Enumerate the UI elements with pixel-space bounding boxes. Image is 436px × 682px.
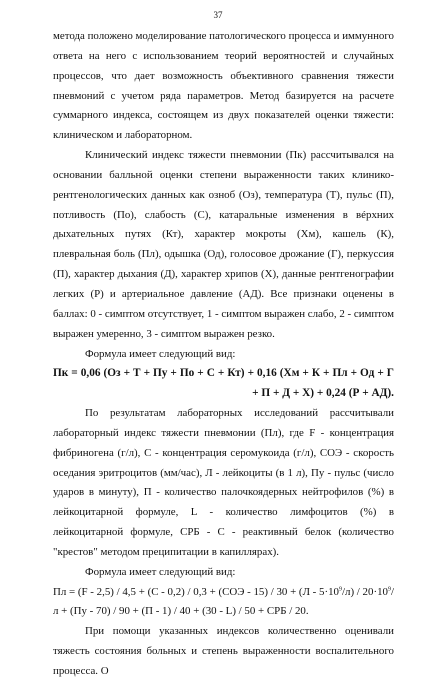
- body-text: [53, 27, 394, 682]
- formula-exponent-1: 9: [339, 586, 342, 592]
- formula-part-2: /л) / 20·10: [342, 585, 388, 598]
- formula-label-clinical: Формула имеет следующий вид:: [85, 347, 236, 360]
- formula-exponent-2: 9: [387, 586, 391, 592]
- formula-part-1: Пл = (F - 2,5) / 4,5 + (С - 0,2) / 0,3 + (СОЭ - 15) / 30 + (Л - 5·10: [53, 585, 339, 598]
- formula-part-3: /л + (Пу - 70) / 90 + (П - 1) / 40 + (30 - L) / 50 + СРБ / 20.: [53, 585, 395, 618]
- paragraph-clinical-index: Клинический индекс тяжести пневмонии (Пк) рассчитывался на основании балльной оценки степени выраженности таких клинико-рентгенологических данных как озноб (Оз), температура (Т), пульс (П), потливость (По), слабость (С), катаральные изменения в вéрхних дыхательных путях (Кт), характер мокроты (Хм), кашель (К), плевральная боль (Пл), одышка (Од), голосовое дрожание (Г), перкуссия (П), характер дыхания (Д), характер хрипов (Х), данные рентгенографии легких (Р) и артериальное давление (АД). Все признаки оценены в баллах: 0 - симптом отсутствует, 1 - симптом выражен слабо, 2 - симптом выражен умеренно, 3 - симптом выражен резко.: [53, 149, 394, 340]
- paragraph-laboratory-index: По результатам лабораторных исследований рассчитывали лабораторный индекс тяжести пневмонии (Пл), где F - концентрация фибриногена (г/л), С - концентрация серомукоида (г/л), СОЭ - скорость оседания эритроцитов (мм/час), Л - лейкоциты (в 1 л), Пу - пульс (число ударов в минуту), П - количество палочкоядерных нейтрофилов (%) в лейкоцитарной формуле, L - количество лимфоцитов (%) в лейкоцитарной формуле, СРБ - С - реактивный белок (количество "крестов" методом преципитации в капиллярах).: [53, 407, 394, 558]
- paragraph-conclusion: При помощи указанных индексов количественно оценивали тяжесть состояния больных и степень выраженности воспалительного процесса. О: [53, 625, 394, 677]
- formula-laboratory-index: [53, 583, 394, 623]
- formula-label-laboratory: Формула имеет следующий вид:: [85, 565, 236, 578]
- formula-clinical-index: Пк = 0,06 (Оз + Т + Пу + По + С + Кт) + 0,16 (Хм + К + Пл + Од + Г + П + Д + Х) + 0,24 (Р + АД).: [53, 367, 394, 400]
- paragraph-method-continuation: метода положено моделирование патологического процесса и иммунного ответа на него с использованием теорий вероятностей и случайных процессов, что дает возможность объективного сравнения тяжести пневмоний с учетом ряда параметров. Метод базируется на расчете суммарного индекса, состоящем из двух показателей оценки тяжести: клиническом и лабораторном.: [53, 30, 394, 142]
- page-number: 37: [213, 10, 223, 20]
